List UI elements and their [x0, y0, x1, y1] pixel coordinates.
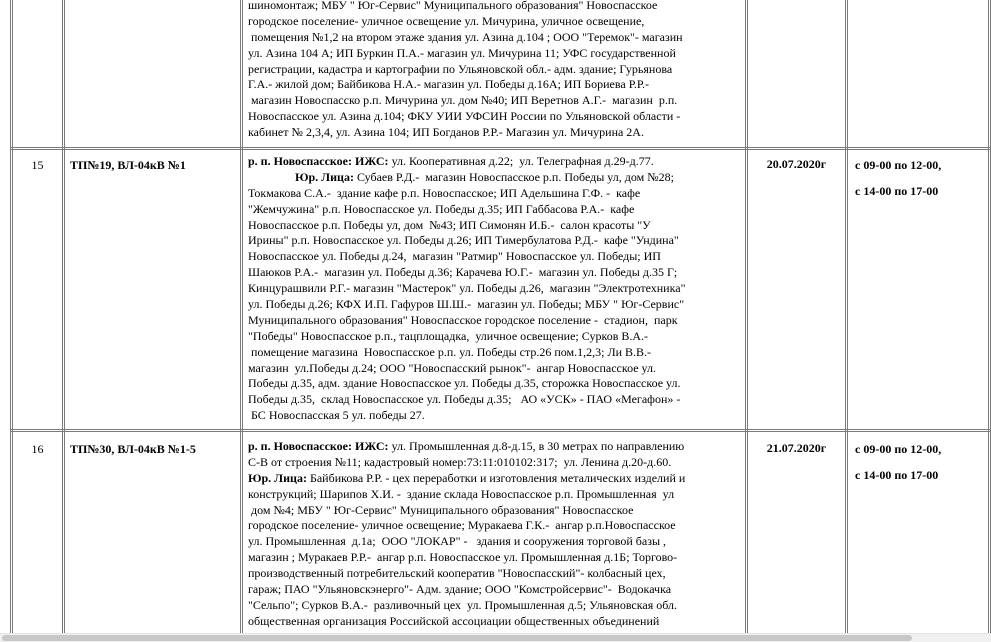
row-divider — [10, 429, 991, 430]
consumer-text-line: Победы д.35, склад Новоспасское ул. Победы д.35; АО «УСК» - ПАО «Мегафон» - — [248, 392, 681, 407]
consumer-text-line: магазин ул.Победы д.24; ООО "Новоспасский рынок"- ангар Новоспасское ул. — [248, 360, 656, 375]
consumer-text-line: "Победы" Новоспасское р.п., тацплощадка, уличное освещение; Сурков В.А.- — [248, 328, 649, 343]
consumer-text-line: Токмакова С.А.- здание кафе р.п. Новоспасское; ИП Адельшина Г.Ф. - кафе — [248, 185, 641, 200]
outage-schedule-table — [10, 0, 991, 641]
consumer-text-line: Ирины" р.п. Новоспасское ул. Победы д.26; ИП Тимербулатова Р.Д.- кафе "Ундина" — [248, 233, 679, 248]
legal-entities-text: Байбикова Р.Р. - цех переработки и изготовления металических изделий и — [306, 470, 686, 485]
consumers-cell — [248, 439, 744, 639]
row-divider — [10, 147, 991, 148]
consumer-text-line: ул. Промышленная д.1а; ООО "ЛОКАР" - здания и сооружения торговой базы , — [248, 534, 667, 549]
col-divider — [240, 0, 241, 641]
consumer-text-line: городское поселение- уличное освещение; Муракаева Г.К.- ангар р.п.Новоспасское — [248, 518, 676, 533]
consumer-text-line: "Сельпо"; Сурков В.А.- разливочный цех ул. Промышленная д.5; Ульяновская обл. — [248, 597, 678, 612]
consumer-text-line: дом №4; МБУ " Юг-Сервис" Муниципального образования" Новоспасское — [248, 502, 634, 517]
col-divider — [64, 0, 65, 641]
outage-date: 20.07.2020г — [766, 157, 827, 171]
col-divider — [12, 0, 13, 641]
col-divider — [10, 0, 11, 641]
consumer-text-line: Г.А.- жилой дом; Байбикова Н.А.- магазин ул. Победы д.16А; ИП Бориева Р.Р.- — [248, 77, 650, 92]
row-number: 15 — [31, 158, 44, 172]
consumer-text-line: городское поселение- уличное освещение ул. Мичурина, уличное освещение, — [248, 13, 645, 28]
consumer-text-line: производственный потребительский кооператив "Новоспасский"- колбасный цех, — [248, 566, 666, 581]
consumers-cell — [248, 154, 744, 428]
col-divider — [845, 0, 846, 641]
consumer-text-line: ул. Азина 104 А; ИП Буркин П.А.- магазин ул. Мичурина 11; УФС государственной — [248, 45, 676, 60]
col-divider — [745, 0, 746, 641]
consumer-text-line: магазин Новоспасско р.п. Мичурина ул. дом №40; ИП Веретнов А.Г.- магазин р.п. — [248, 93, 678, 108]
row-number: 16 — [31, 442, 44, 456]
consumer-text-line: общественная организация Российской ассоциации общественных объединений — [248, 613, 660, 628]
consumer-text-line: Новоспасское ул. Победы д.24, магазин "Ратмир" Новоспасское ул. Победы; ИП — [248, 249, 661, 264]
consumer-text-line: Шаюков Р.А.- магазин ул. Победы д.36; Карачева Ю.Г.- магазин ул. Победы д.35 Г; — [248, 265, 678, 280]
locality-text: ул. Кооперативная д.22; ул. Телеграфная д.29-д.77. — [388, 154, 654, 168]
consumer-text-line: "Жемчужина" р.п. Новоспасское ул. Победы д.35; ИП Габбасова Р.А.- кафе — [248, 201, 635, 216]
col-divider — [847, 0, 848, 641]
outage-time-morning: с 09-00 по 12-00, — [855, 158, 942, 172]
scrollbar-thumb[interactable] — [2, 635, 912, 641]
consumers-cell — [248, 0, 744, 146]
consumer-text-line: гараж; ПАО "Ульяновскэнерго"- Адм. здание; ООО "Комстройсервис"- Водокачка — [248, 582, 672, 597]
consumer-text-line: С-В от строения №11; кадастровый номер:73:11:010102:317; ул. Ленина д.20-д.60. — [248, 454, 672, 469]
legal-entities-heading: Юр. Лица: — [248, 470, 307, 485]
consumer-text-line: ул. Победы д.26; КФХ И.П. Гафуров Ш.Ш.- магазин ул. Победы; МБУ " Юг-Сервис" — [248, 297, 685, 312]
consumer-text-line: магазин ; Муракаев Р.Р.- ангар р.п. Новоспасское ул. Промышленная д.1Б; Торгово- — [248, 550, 678, 565]
consumer-text-line: Победы д.35, адм. здание Новоспасское ул. Победы д.35, сторожка Новоспасское ул. — [248, 376, 681, 391]
consumer-text-line: Новоспасское ул. Азина д.104; ФКУ УИИ УФСИН России по Ульяновской области - — [248, 109, 681, 124]
row-divider — [10, 149, 991, 150]
consumer-text-line: кабинет № 2,3,4, ул. Азина 104; ИП Богданов Р.Р.- Магазин ул. Мичурина 2А. — [248, 125, 644, 140]
consumer-text-line: помещение магазина Новоспасское р.п. ул. Победы стр.26 пом.1,2,3; Ли В.В.- — [248, 344, 652, 359]
consumer-text-line: помещения №1,2 на втором этаже здания ул. Азина д.104 ; ООО "Теремок"- магазин — [248, 29, 683, 44]
outage-date: 21.07.2020г — [766, 441, 827, 455]
consumer-text-line: шиномонтаж; МБУ " Юг-Сервис" Муниципального образования" Новоспасское — [248, 0, 658, 12]
col-divider — [62, 0, 63, 641]
consumer-text-line: регистрации, кадастра и картографии по Ульяновской обл.- адм. здание; Гурьянова — [248, 61, 673, 76]
consumer-text-line: конструкций; Шарипов Х.И. - здание склада Новоспасское р.п. Промышленная ул — [248, 486, 675, 501]
outage-time-afternoon: с 14-00 по 17-00 — [855, 468, 939, 482]
locality-text: ул. Промышленная д.8-д.15, в 30 метрах по направлению — [388, 439, 685, 453]
col-divider — [747, 0, 748, 641]
outage-time-afternoon: с 14-00 по 17-00 — [855, 184, 939, 198]
consumer-text-line: Муниципального образования" Новоспасское городское поселение - стадион, парк — [248, 312, 678, 327]
consumer-text-line: Кинцурашвили Р.Г.- магазин "Мастерок" ул. Победы д.26, магазин "Электротехника" — [248, 281, 686, 296]
legal-entities-text: Субаев Р.Д.- магазин Новоспасское р.п. Победы ул, дом №28; — [353, 169, 675, 184]
outage-time-morning: с 09-00 по 12-00, — [855, 442, 942, 456]
locality-heading: р. п. Новоспасское: ИЖС: — [248, 439, 389, 453]
consumer-text-line: БС Новоспасская 5 ул. победы 27. — [248, 408, 425, 423]
consumer-text-line: Новоспасское р.п. Победы ул, дом №43; ИП Симонян И.Б.- салон красоты "У — [248, 217, 651, 232]
col-divider — [988, 0, 989, 641]
substation-name: ТП№19, ВЛ-04кВ №1 — [70, 158, 186, 172]
col-divider — [242, 0, 243, 641]
substation-name: ТП№30, ВЛ-04кВ №1-5 — [70, 442, 196, 456]
locality-heading: р. п. Новоспасское: ИЖС: — [248, 154, 389, 168]
row-divider — [10, 431, 991, 432]
legal-entities-heading: Юр. Лица: — [295, 169, 354, 184]
